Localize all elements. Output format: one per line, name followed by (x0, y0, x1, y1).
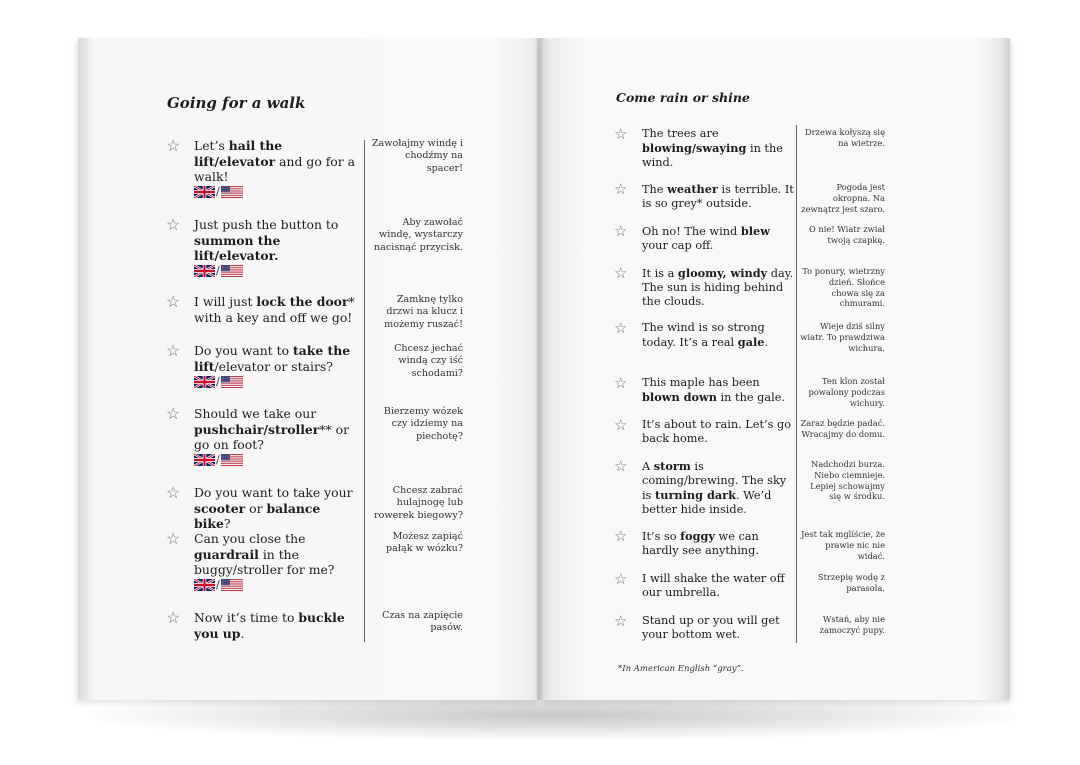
uk-flag-icon (194, 186, 215, 198)
key-phrase: blew (740, 224, 770, 238)
left-page-title: Going for a walk (167, 94, 306, 112)
phrase-text: ? (223, 516, 231, 531)
star-outline-icon[interactable]: ☆ (614, 319, 628, 337)
polish-translation: Czas na zapięcie pasów. (382, 610, 463, 634)
phrase-text: your cap off. (642, 239, 714, 252)
polish-translation: Aby zawołać windę, wystarczy nacisnąć przycisk. (373, 217, 463, 253)
english-phrase (642, 182, 797, 211)
polish-translation: To ponury, wietrzny dzień. Słońce chowa się za chmurami. (802, 266, 885, 309)
key-phrase: turning dark (655, 488, 736, 502)
flag-pair (194, 375, 359, 388)
key-phrase: take the lift (194, 343, 351, 374)
star-outline-icon[interactable]: ☆ (166, 292, 181, 311)
key-phrase: gale (737, 335, 765, 349)
english-phrase (642, 266, 797, 309)
polish-translation: Chcesz zabrać hulajnogę lub rowerek biegowy? (374, 485, 463, 521)
polish-translation: Możesz zapiąć pałąk w wózku? (386, 531, 463, 555)
polish-translation: O nie! Wiatr zwiał twoją czapkę. (808, 224, 885, 245)
polish-translation: Drzewa kołyszą się na wietrze. (804, 127, 885, 148)
uk-flag-icon (194, 376, 215, 388)
right-column-divider (796, 125, 797, 643)
key-phrase: foggy (680, 529, 715, 543)
phrase-text: Do you want to (194, 343, 293, 358)
flag-pair (194, 186, 359, 199)
polish-translation: Pogoda jest okropna. Na zewnątrz jest szaro. (801, 182, 885, 214)
key-phrase: weather (667, 182, 718, 196)
english-phrase (194, 610, 359, 641)
english-phrase (642, 418, 797, 446)
star-outline-icon[interactable]: ☆ (166, 404, 181, 423)
english-phrase (194, 531, 359, 592)
right-page-title: Come rain or shine (616, 90, 750, 105)
star-outline-icon[interactable]: ☆ (166, 483, 181, 502)
star-outline-icon[interactable]: ☆ (614, 374, 628, 392)
english-phrase (194, 343, 359, 388)
phrase-text: Oh no! The wind (642, 225, 741, 238)
phrase-text: The trees are (642, 127, 719, 140)
uk-flag-icon (194, 579, 215, 591)
key-phrase: gloomy, windy (677, 266, 768, 280)
phrase-text: is terrible. It is so grey* outside. (642, 183, 794, 210)
key-phrase: guardrail (194, 546, 259, 562)
phrase-text: is coming/brewing. The sky is (642, 460, 787, 502)
us-flag-icon (221, 186, 243, 198)
phrase-text: It’s about to rain. Let’s go back home. (642, 418, 792, 445)
english-phrase (194, 217, 359, 278)
phrase-text: Stand up or you will get your bottom wet. (642, 614, 780, 641)
phrase-text: Can you close the (194, 531, 306, 546)
polish-translation: Bierzemy wózek czy idziemy na piechotę? (383, 406, 463, 442)
flag-separator: / (216, 185, 220, 198)
english-phrase (642, 529, 797, 558)
phrase-text: It is a (642, 267, 678, 280)
star-outline-icon[interactable]: ☆ (614, 264, 628, 282)
key-phrase: blowing/swaying (642, 141, 747, 155)
phrase-text: Now it’s time to (194, 610, 299, 625)
english-phrase (642, 321, 797, 350)
star-outline-icon[interactable]: ☆ (614, 612, 628, 630)
english-phrase (194, 138, 359, 199)
phrase-text: Just push the button to (194, 217, 339, 232)
us-flag-icon (221, 454, 243, 466)
key-phrase: buckle you up (194, 610, 345, 641)
english-phrase (642, 572, 797, 600)
english-phrase (642, 127, 797, 170)
phrase-text: * with a key and off we go! (194, 294, 355, 325)
star-outline-icon[interactable]: ☆ (614, 527, 628, 545)
phrase-text: It’s so (642, 530, 681, 543)
polish-translation: Zamknę tylko drzwi na klucz i możemy ruszać! (384, 294, 463, 330)
phrase-text: day. The sun is hiding behind the clouds. (642, 267, 794, 308)
flag-separator: / (216, 264, 220, 277)
phrase-text: I will shake the water off our umbrella. (642, 572, 785, 599)
key-phrase: lock the door (256, 294, 349, 309)
phrase-text: I will just (194, 294, 257, 309)
us-flag-icon (221, 265, 243, 277)
star-outline-icon[interactable]: ☆ (614, 457, 628, 475)
book-spine (537, 38, 543, 700)
footnote: *In American English “gray”. (618, 664, 744, 674)
polish-translation: Jest tak mglíście, że prawie nic nie widać. (801, 529, 885, 561)
phrase-text: The wind is so strong today. It’s a real (642, 321, 765, 349)
phrase-text: in the buggy/stroller for me? (194, 546, 335, 577)
flag-pair (194, 579, 359, 592)
phrase-text: Let’s (194, 138, 229, 153)
english-phrase (194, 406, 359, 467)
phrase-text: . (764, 336, 769, 349)
key-phrase: hail the lift/elevator (194, 138, 283, 169)
star-outline-icon[interactable]: ☆ (614, 416, 628, 434)
english-phrase (642, 376, 797, 405)
english-phrase (194, 485, 359, 532)
polish-translation: Nadchodzi burza. Niebo ciemnieje. Lepiej schowajmy się w środku. (810, 459, 885, 502)
flag-separator: / (216, 453, 220, 466)
phrase-text: Should we take our (194, 406, 317, 421)
key-phrase: pushchair/stroller (194, 421, 320, 437)
english-phrase (642, 614, 797, 642)
polish-translation: Wstań, aby nie zamoczyć pupy. (819, 614, 885, 635)
key-phrase: storm (653, 459, 691, 473)
left-column-divider (364, 140, 365, 642)
polish-translation: Ten klon został powalony podczas wichury. (808, 376, 885, 408)
star-outline-icon[interactable]: ☆ (614, 125, 628, 143)
flag-pair (194, 454, 359, 467)
uk-flag-icon (194, 265, 215, 277)
phrase-text: Do you want to take your (194, 485, 353, 500)
flag-separator: / (216, 578, 220, 591)
english-phrase (642, 459, 797, 517)
phrase-text: in the gale. (716, 391, 785, 404)
phrase-text: /elevator or stairs? (214, 358, 333, 374)
phrase-text: or (245, 500, 267, 516)
phrase-text: This maple has been (642, 376, 760, 389)
us-flag-icon (221, 579, 243, 591)
uk-flag-icon (194, 454, 215, 466)
star-outline-icon[interactable]: ☆ (614, 570, 628, 588)
phrase-text: in the wind. (642, 142, 783, 169)
key-phrase: summon the lift/elevator. (194, 232, 281, 263)
polish-translation: Strzepię wodę z parasola. (817, 572, 885, 593)
key-phrase: blown down (642, 390, 717, 404)
english-phrase (642, 224, 797, 253)
star-outline-icon[interactable]: ☆ (166, 341, 181, 360)
star-outline-icon[interactable]: ☆ (166, 136, 181, 155)
phrase-text: A (642, 460, 654, 473)
key-phrase: scooter (194, 500, 246, 516)
phrase-text: ** or go on foot? (194, 421, 350, 452)
phrase-text: and go for a walk! (194, 153, 356, 184)
polish-translation: Zawołajmy windę i chodźmy na spacer! (371, 138, 463, 174)
flag-pair (194, 265, 359, 278)
star-outline-icon[interactable]: ☆ (166, 529, 181, 548)
polish-translation: Wieje dziś silny wiatr. To prawdziwa wichura. (800, 321, 885, 353)
phrase-text: we can hardly see anything. (642, 530, 759, 557)
star-outline-icon[interactable]: ☆ (614, 222, 628, 240)
phrase-text: . We’d better hide inside. (642, 489, 772, 516)
polish-translation: Zaraz będzie padać. Wracajmy do domu. (800, 418, 885, 439)
phrase-text: The (642, 183, 668, 196)
polish-translation: Chcesz jechać windą czy iść schodami? (394, 343, 463, 379)
phrase-text: . (240, 625, 245, 641)
star-outline-icon[interactable]: ☆ (614, 180, 628, 198)
key-phrase: balance bike (194, 500, 321, 531)
star-outline-icon[interactable]: ☆ (166, 215, 181, 234)
us-flag-icon (221, 376, 243, 388)
flag-separator: / (216, 374, 220, 388)
star-outline-icon[interactable]: ☆ (166, 608, 181, 627)
english-phrase (194, 294, 359, 325)
